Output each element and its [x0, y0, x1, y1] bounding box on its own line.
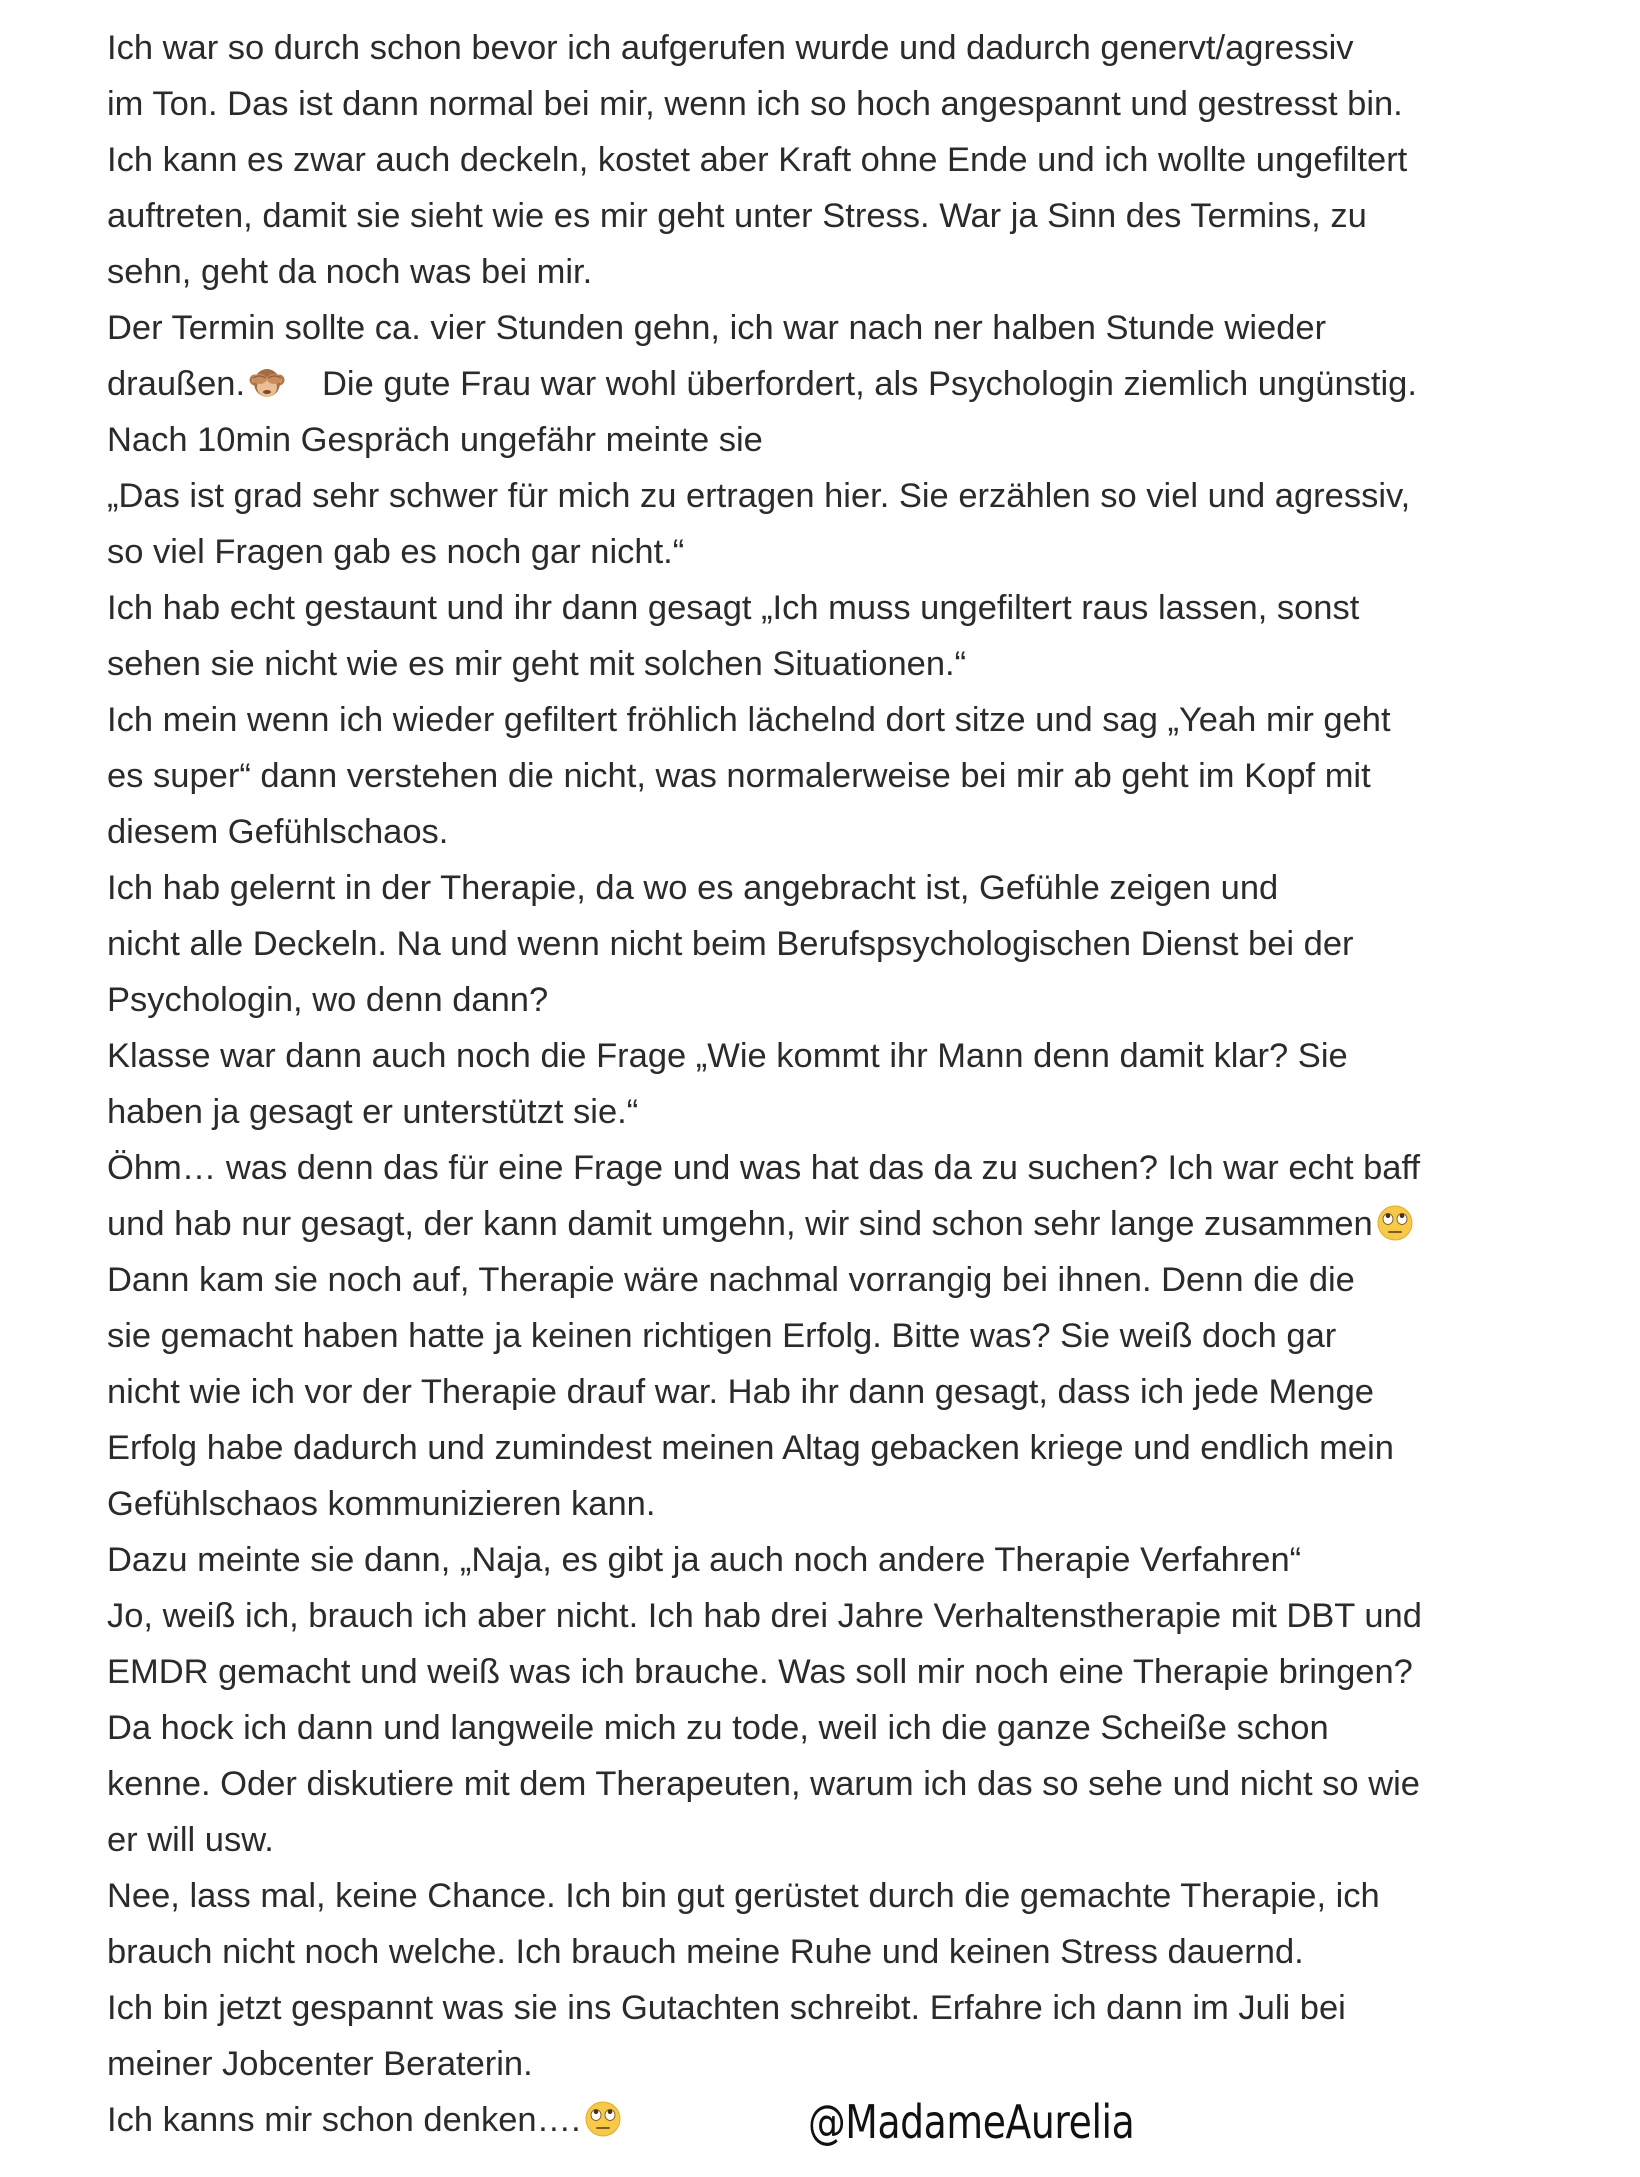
text-line: Jo, weiß ich, brauch ich aber nicht. Ich hab drei Jahre Verhaltenstherapie mit DBT und	[107, 1597, 1422, 1635]
text-line: Der Termin sollte ca. vier Stunden gehn, ich war nach ner halben Stunde wieder	[107, 309, 1327, 347]
see-no-evil-monkey-icon	[247, 363, 287, 403]
text-line: EMDR gemacht und weiß was ich brauche. Was soll mir noch eine Therapie bringen?	[107, 1653, 1413, 1691]
text-line: Ich war so durch schon bevor ich aufgerufen wurde und dadurch genervt/agressiv	[107, 29, 1354, 67]
text-line: es super“ dann verstehen die nicht, was normalerweise bei mir ab geht im Kopf mit	[107, 757, 1371, 795]
text-line: Ich hab gelernt in der Therapie, da wo es angebracht ist, Gefühle zeigen und	[107, 869, 1279, 907]
text-line: sehn, geht da noch was bei mir.	[107, 253, 593, 291]
text-line: Nee, lass mal, keine Chance. Ich bin gut gerüstet durch die gemachte Therapie, ich	[107, 1877, 1380, 1915]
watermark-handle: @MadameAurelia	[808, 2095, 1135, 2149]
text-line: brauch nicht noch welche. Ich brauch meine Ruhe und keinen Stress dauernd.	[107, 1933, 1304, 1971]
text-line: er will usw.	[107, 1821, 274, 1859]
text-line: Ich bin jetzt gespannt was sie ins Gutachten schreibt. Erfahre ich dann im Juli bei	[107, 1989, 1346, 2027]
text-line: meiner Jobcenter Beraterin.	[107, 2045, 533, 2083]
text-segment: Ich kanns mir schon denken….	[107, 2101, 581, 2139]
text-line: Öhm… was denn das für eine Frage und was hat das da zu suchen? Ich war echt baff	[107, 1149, 1421, 1187]
text-line: Gefühlschaos kommunizieren kann.	[107, 1485, 656, 1523]
text-line: Dazu meinte sie dann, „Naja, es gibt ja auch noch andere Therapie Verfahren“	[107, 1541, 1302, 1579]
text-line: im Ton. Das ist dann normal bei mir, wenn ich so hoch angespannt und gestresst bin.	[107, 85, 1403, 123]
text-line: Nach 10min Gespräch ungefähr meinte sie	[107, 421, 763, 459]
text-segment: draußen.	[107, 365, 246, 403]
text-line: Dann kam sie noch auf, Therapie wäre nachmal vorrangig bei ihnen. Denn die die	[107, 1261, 1355, 1299]
text-line: auftreten, damit sie sieht wie es mir geht unter Stress. War ja Sinn des Termins, zu	[107, 197, 1367, 235]
text-line: Ich hab echt gestaunt und ihr dann gesagt „Ich muss ungefiltert raus lassen, sonst	[107, 589, 1360, 627]
text-line: nicht alle Deckeln. Na und wenn nicht beim Berufspsychologischen Dienst bei der	[107, 925, 1354, 963]
face-with-rolling-eyes-icon	[1375, 1203, 1415, 1243]
text-line: Die gute Frau war wohl überfordert, als Psychologin ziemlich ungünstig.	[322, 365, 1417, 403]
text-line: sie gemacht haben hatte ja keinen richtigen Erfolg. Bitte was? Sie weiß doch gar	[107, 1317, 1337, 1355]
text-segment: und hab nur gesagt, der kann damit umgehn, wir sind schon sehr lange zusammen	[107, 1205, 1373, 1243]
text-line: Psychologin, wo denn dann?	[107, 981, 549, 1019]
text-line: Erfolg habe dadurch und zumindest meinen Altag gebacken kriege und endlich mein	[107, 1429, 1394, 1467]
text-line: „Das ist grad sehr schwer für mich zu ertragen hier. Sie erzählen so viel und agressiv,	[107, 477, 1411, 515]
text-line: diesem Gefühlschaos.	[107, 813, 449, 851]
text-line: Ich kann es zwar auch deckeln, kostet aber Kraft ohne Ende und ich wollte ungefiltert	[107, 141, 1408, 179]
face-with-rolling-eyes-icon	[583, 2099, 623, 2139]
text-line: Klasse war dann auch noch die Frage „Wie kommt ihr Mann denn damit klar? Sie	[107, 1037, 1348, 1075]
text-line: haben ja gesagt er unterstützt sie.“	[107, 1093, 639, 1131]
text-line: kenne. Oder diskutiere mit dem Therapeuten, warum ich das so sehe und nicht so wie	[107, 1765, 1420, 1803]
text-line: Da hock ich dann und langweile mich zu tode, weil ich die ganze Scheiße schon	[107, 1709, 1329, 1747]
text-line: nicht wie ich vor der Therapie drauf war. Hab ihr dann gesagt, dass ich jede Menge	[107, 1373, 1374, 1411]
text-line: so viel Fragen gab es noch gar nicht.“	[107, 533, 685, 571]
text-line	[107, 1196, 1567, 1252]
text-line: sehen sie nicht wie es mir geht mit solchen Situationen.“	[107, 645, 967, 683]
note-body-text	[107, 20, 1567, 2148]
text-line: Ich mein wenn ich wieder gefiltert fröhlich lächelnd dort sitze und sag „Yeah mir geht	[107, 701, 1391, 739]
